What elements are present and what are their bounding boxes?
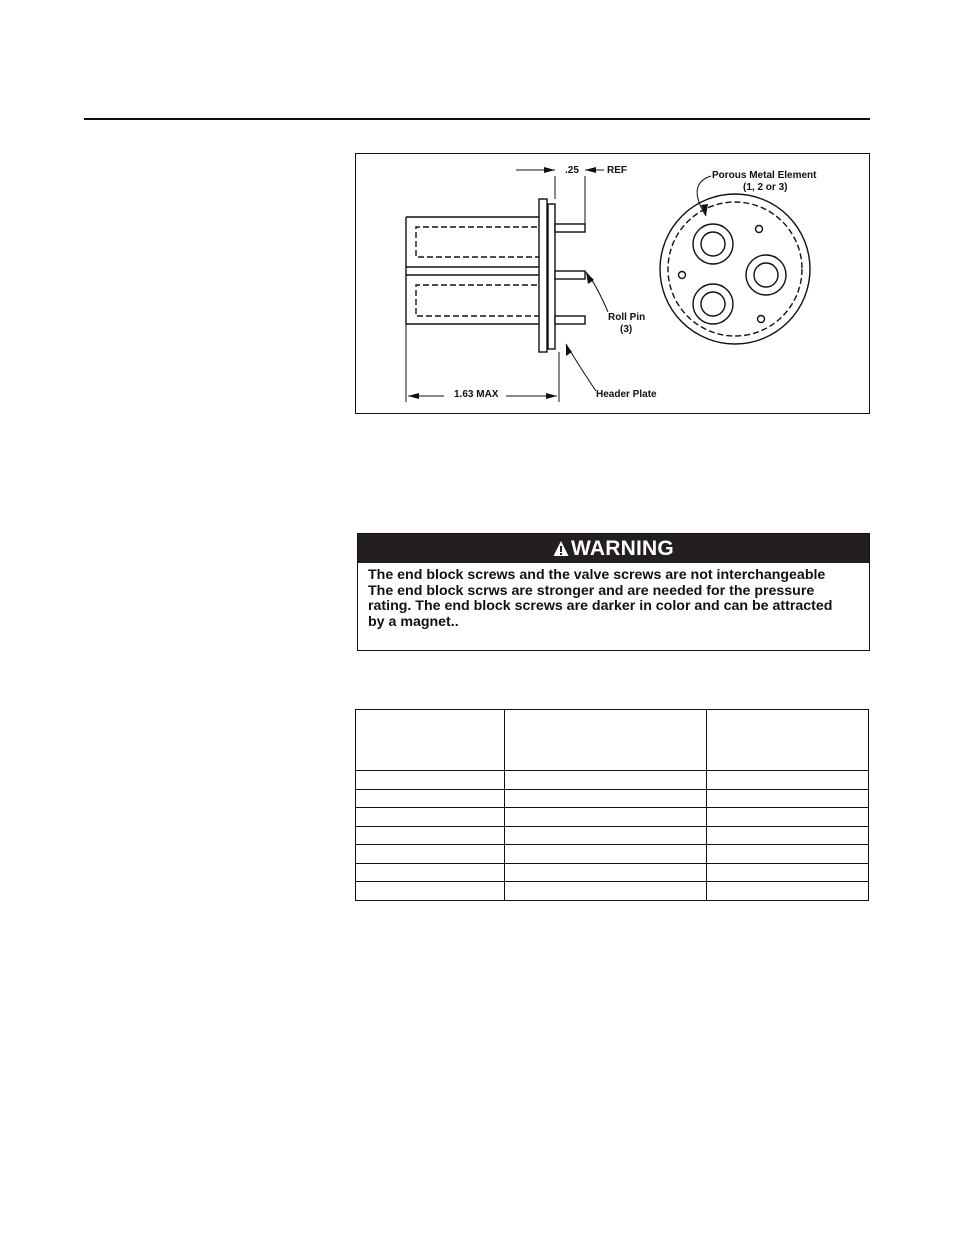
table-cell [505,826,707,845]
table-row [356,808,869,827]
header-plate-label: Header Plate [596,389,657,400]
dim-025-label: .25 [565,165,579,176]
end-view-outer [660,194,810,344]
element-3-outer [693,284,733,324]
table-row [356,771,869,790]
pin-hole-2 [679,272,686,279]
table-header-cell [356,710,505,771]
table-cell [707,882,869,901]
dim-163-label: 1.63 MAX [454,389,499,400]
table-row [356,863,869,882]
table-cell [505,771,707,790]
table-cell [356,808,505,827]
filter-element-diagram [355,153,870,414]
table-row [356,789,869,808]
table-cell [707,789,869,808]
roll-pin-top [555,224,585,232]
warning-box [357,533,870,651]
table-header-cell [707,710,869,771]
warning-title: WARNING [571,536,674,560]
roll-pin-qty: (3) [620,324,633,335]
table-header-row [356,710,869,771]
pin-hole-3 [758,316,765,323]
table-cell [707,808,869,827]
warning-text: The end block screws and the valve screws are not interchangeable The end block scrws are stronger and are needed for the pressure rating. The end block screws are darker in color and can be attracted by a magnet.. [368,567,833,630]
element-3-inner [701,292,725,316]
element-2-inner [754,263,778,287]
header-plate-front [539,199,547,352]
table-cell [505,808,707,827]
roll-pin-label: Roll Pin [608,312,646,323]
porous-element-label: Porous Metal Element [712,170,817,181]
pin-hole-1 [756,226,763,233]
inner-element-top [416,227,546,257]
table-cell [505,882,707,901]
diagram-drawing [356,154,871,415]
element-1-outer [693,224,733,264]
header-rule [84,118,870,120]
parts-table [355,709,869,901]
table-cell [356,882,505,901]
table-cell [356,826,505,845]
table-cell [356,863,505,882]
warning-header [358,534,869,563]
header-plate-back [548,204,555,349]
table-cell [707,863,869,882]
porous-element-qty: (1, 2 or 3) [743,182,788,193]
element-body-outline [406,217,541,324]
table-cell [505,789,707,808]
table-header-cell [505,710,707,771]
table-cell [356,789,505,808]
table-cell [505,845,707,864]
table-cell [356,771,505,790]
table-cell [707,771,869,790]
table-row [356,826,869,845]
table-row [356,845,869,864]
element-1-inner [701,232,725,256]
element-2-outer [746,255,786,295]
table-cell [356,845,505,864]
table-cell [707,826,869,845]
dim-ref-label: REF [607,165,627,176]
roll-pin-middle [555,271,585,279]
roll-pin-bottom [555,316,585,324]
inner-element-bottom [416,285,546,316]
end-view-inner-dashed [668,202,802,336]
table-cell [505,863,707,882]
warning-triangle-icon [553,540,569,557]
table-cell [707,845,869,864]
table-row [356,882,869,901]
